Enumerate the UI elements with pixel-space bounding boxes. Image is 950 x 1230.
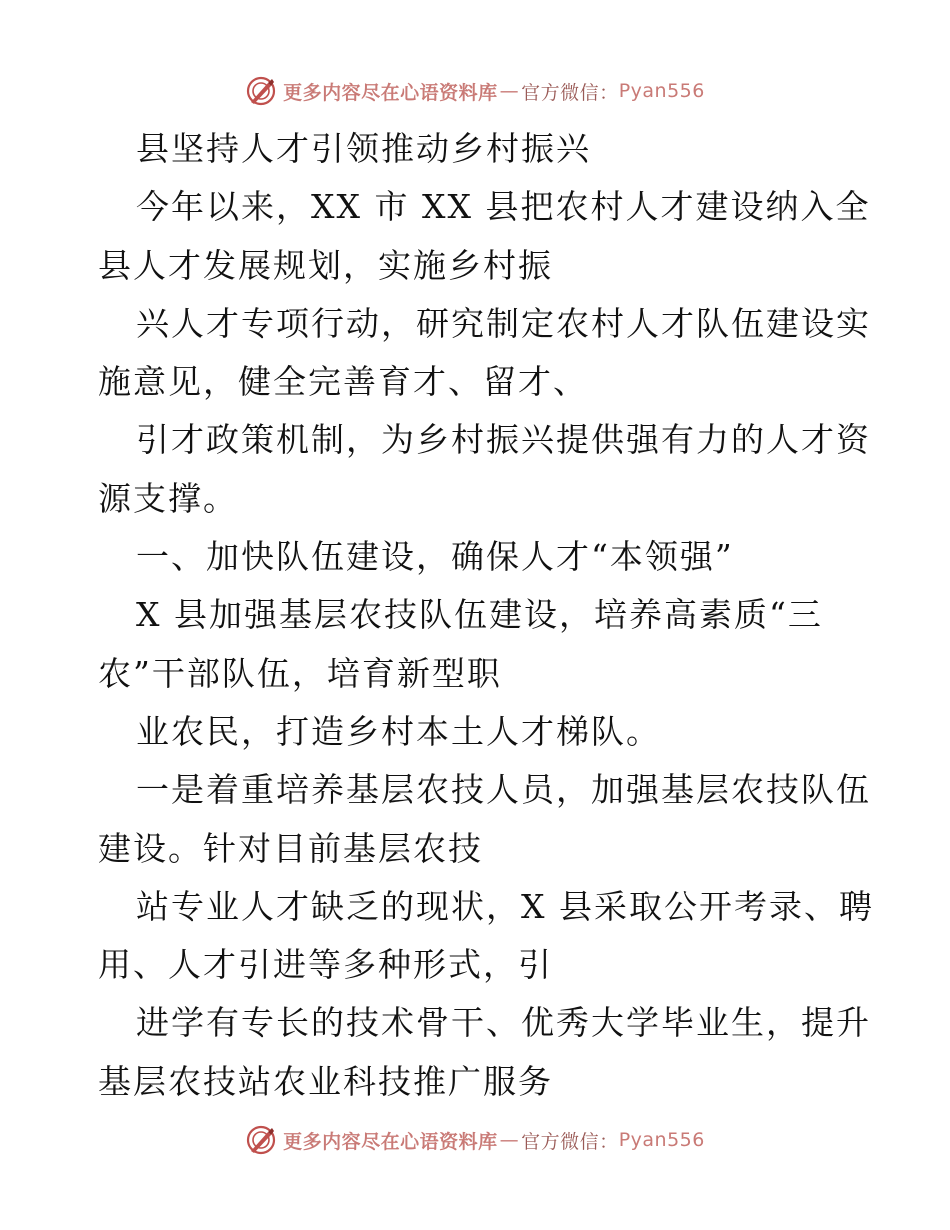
header-separator: — bbox=[499, 80, 520, 102]
paragraph-line: 施意见，健全完善育才、留才、 bbox=[98, 362, 588, 402]
paragraph-line: 今年以来，XX 市 XX 县把农村人才建设纳入全 bbox=[136, 187, 871, 227]
paragraph-line: 用、人才引进等多种形式，引 bbox=[98, 945, 553, 985]
pen-logo-icon bbox=[245, 75, 277, 107]
paragraph-line: 一是着重培养基层农技人员，加强基层农技队伍 bbox=[136, 770, 871, 810]
paragraph-line: 源支撑。 bbox=[98, 478, 238, 518]
section-heading: 一、加快队伍建设，确保人才“本领强” bbox=[136, 537, 734, 577]
footer-brand-text: 更多内容尽在心语资料库 bbox=[283, 1130, 498, 1153]
header-brand-text: 更多内容尽在心语资料库 bbox=[283, 81, 498, 104]
footer-separator: — bbox=[499, 1129, 520, 1151]
header-watermark-banner bbox=[0, 71, 950, 111]
paragraph-line: 业农民，打造乡村本土人才梯队。 bbox=[136, 711, 661, 751]
paragraph-line: 站专业人才缺乏的现状，X 县采取公开考录、聘 bbox=[136, 886, 874, 926]
paragraph-line: 基层农技站农业科技推广服务 bbox=[98, 1061, 553, 1101]
pen-logo-icon bbox=[245, 1124, 277, 1156]
paragraph-line: 县人才发展规划，实施乡村振 bbox=[98, 245, 553, 285]
paragraph-line: X 县加强基层农技队伍建设，培养高素质“三 bbox=[136, 595, 823, 635]
document-body bbox=[98, 120, 874, 1111]
footer-wechat-id: Pyan556 bbox=[618, 1129, 705, 1151]
document-title: 县坚持人才引领推动乡村振兴 bbox=[136, 129, 591, 168]
footer-watermark-banner bbox=[0, 1120, 950, 1160]
header-wechat-id: Pyan556 bbox=[618, 80, 705, 102]
paragraph-line: 农”干部队伍，培育新型职 bbox=[98, 653, 502, 693]
paragraph-line: 兴人才专项行动，研究制定农村人才队伍建设实 bbox=[136, 303, 871, 343]
footer-official-label: 官方微信： bbox=[521, 1130, 619, 1153]
header-official-label: 官方微信： bbox=[521, 81, 619, 104]
paragraph-line: 进学有专长的技术骨干、优秀大学毕业生，提升 bbox=[136, 1003, 871, 1043]
paragraph-line: 建设。针对目前基层农技 bbox=[98, 828, 483, 868]
paragraph-line: 引才政策机制，为乡村振兴提供强有力的人才资 bbox=[136, 420, 871, 460]
